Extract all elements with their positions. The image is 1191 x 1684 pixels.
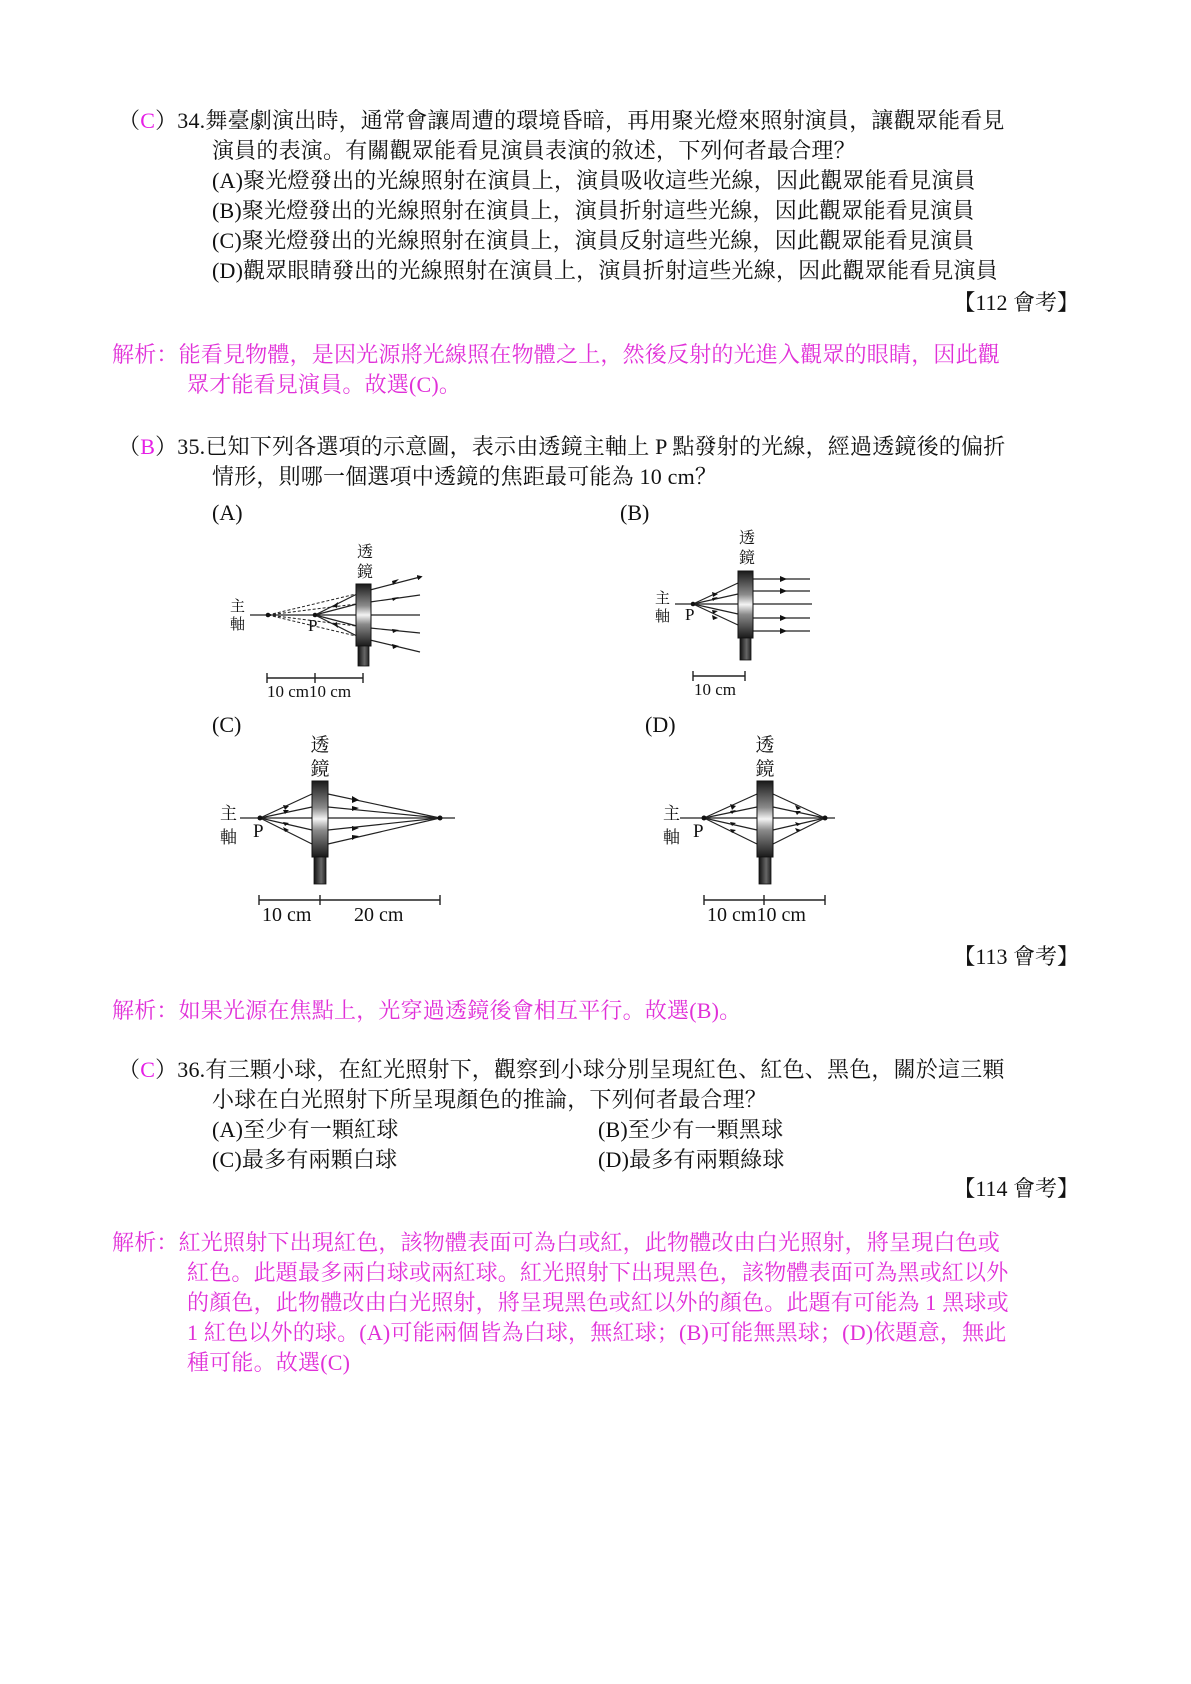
principal-axis-label: 主 軸 [230, 599, 246, 633]
solution-36 [112, 1228, 1000, 1258]
lens-label: 透鏡 [310, 735, 330, 780]
option-d: (D)觀眾眼睛發出的光線照射在演員上，演員折射這些光線，因此觀眾能看見演員 [212, 258, 998, 283]
figure-d-label: (D) [645, 712, 676, 737]
figure-c-label: (C) [212, 712, 242, 737]
question-stem: 有三顆小球，在紅光照射下，觀察到小球分別呈現紅色、紅色、黑色，關於這三顆 [205, 1057, 1005, 1082]
lens-icon [356, 584, 371, 646]
scale-label: 10 cm [694, 680, 737, 699]
option-c: (C)最多有兩顆白球 [212, 1147, 398, 1172]
question-stem-line: 小球在白光照射下所呈現顏色的推論，下列何者最合理？ [212, 1087, 768, 1112]
lens-label: 透鏡 [738, 530, 755, 567]
solution-text-line: 的顏色，此物體改由白光照射，將呈現黑色或紅以外的顏色。此題有可能為 1 黑球或 [187, 1290, 1009, 1315]
solution-text-line: 紅色。此題最多兩白球或兩紅球。紅光照射下出現黑色，該物體表面可為黑或紅以外 [187, 1260, 1009, 1285]
solution-text-line: 1 紅色以外的球。(A)可能兩個皆為白球，無紅球；(B)可能無黑球；(D)依題意，無此 [187, 1320, 1007, 1345]
point-p-label: P [693, 821, 704, 842]
option-c: (C)聚光燈發出的光線照射在演員上，演員反射這些光線，因此觀眾能看見演員 [212, 228, 975, 253]
solution-35 [112, 996, 741, 1026]
option-b: (B)至少有一顆黑球 [598, 1117, 784, 1142]
point-p-label: P [253, 821, 264, 842]
scale-label-left: 10 cm [262, 904, 312, 926]
open-paren: （ [118, 434, 141, 459]
question-number: 34. [177, 108, 206, 133]
source-tag: 【112 會考】 [953, 290, 1079, 315]
principal-axis-label: 主 軸 [663, 804, 680, 847]
figure-a-label: (A) [212, 500, 243, 525]
close-paren: ） [155, 108, 178, 133]
principal-axis-label: 主 軸 [655, 591, 671, 625]
question-36-header [118, 1055, 1005, 1085]
option-a: (A)至少有一顆紅球 [212, 1117, 399, 1142]
answer-badge: B [140, 434, 156, 459]
lens-label: 透鏡 [356, 544, 373, 581]
answer-badge: C [140, 108, 156, 133]
close-paren: ） [155, 1057, 178, 1082]
principal-axis-label: 主 軸 [220, 804, 237, 847]
question-stem-line: 情形，則哪一個選項中透鏡的焦距最可能為 10 cm？ [212, 464, 718, 489]
source-tag: 【114 會考】 [953, 1176, 1079, 1201]
option-b: (B)聚光燈發出的光線照射在演員上，演員折射這些光線，因此觀眾能看見演員 [212, 198, 975, 223]
figure-b-label: (B) [620, 500, 650, 525]
lens-icon [738, 571, 753, 638]
lens-icon [757, 781, 773, 857]
open-paren: （ [118, 108, 141, 133]
source-tag: 【113 會考】 [953, 944, 1079, 969]
lens-icon [312, 781, 328, 857]
figure-c [240, 794, 455, 844]
scale-label-right: 20 cm [354, 904, 404, 926]
option-d: (D)最多有兩顆綠球 [598, 1147, 785, 1172]
question-stem-line: 演員的表演。有關觀眾能看見演員表演的敘述，下列何者最合理？ [212, 138, 856, 163]
solution-text: 紅光照射下出現紅色，該物體表面可為白或紅，此物體改由白光照射，將呈現白色或 [178, 1230, 1001, 1255]
solution-text: 能看見物體，是因光源將光線照在物體之上，然後反射的光進入觀眾的眼睛，因此觀 [178, 342, 1001, 367]
solution-text-line: 種可能。故選(C) [187, 1350, 351, 1375]
open-paren: （ [118, 1057, 141, 1082]
solution-text: 如果光源在焦點上，光穿過透鏡後會相互平行。故選(B)。 [178, 998, 742, 1023]
scale-label: 10 cm10 cm [267, 682, 352, 701]
answer-badge: C [140, 1057, 156, 1082]
question-number: 35. [177, 434, 206, 459]
figure-a [250, 577, 420, 652]
question-stem: 已知下列各選項的示意圖，表示由透鏡主軸上 P 點發射的光線，經過透鏡後的偏折 [205, 434, 1006, 459]
solution-label: 解析： [112, 1230, 179, 1255]
question-number: 36. [177, 1057, 206, 1082]
option-a: (A)聚光燈發出的光線照射在演員上，演員吸收這些光線，因此觀眾能看見演員 [212, 168, 976, 193]
question-stem: 舞臺劇演出時，通常會讓周遭的環境昏暗，再用聚光燈來照射演員，讓觀眾能看見 [205, 108, 1005, 133]
solution-label: 解析： [112, 342, 179, 367]
point-p-label: P [308, 616, 318, 635]
solution-label: 解析： [112, 998, 179, 1023]
point-p-label: P [685, 605, 695, 624]
solution-text-line: 眾才能看見演員。故選(C)。 [187, 372, 462, 397]
lens-label: 透鏡 [755, 735, 775, 780]
close-paren: ） [155, 434, 178, 459]
scale-label: 10 cm10 cm [707, 904, 806, 926]
